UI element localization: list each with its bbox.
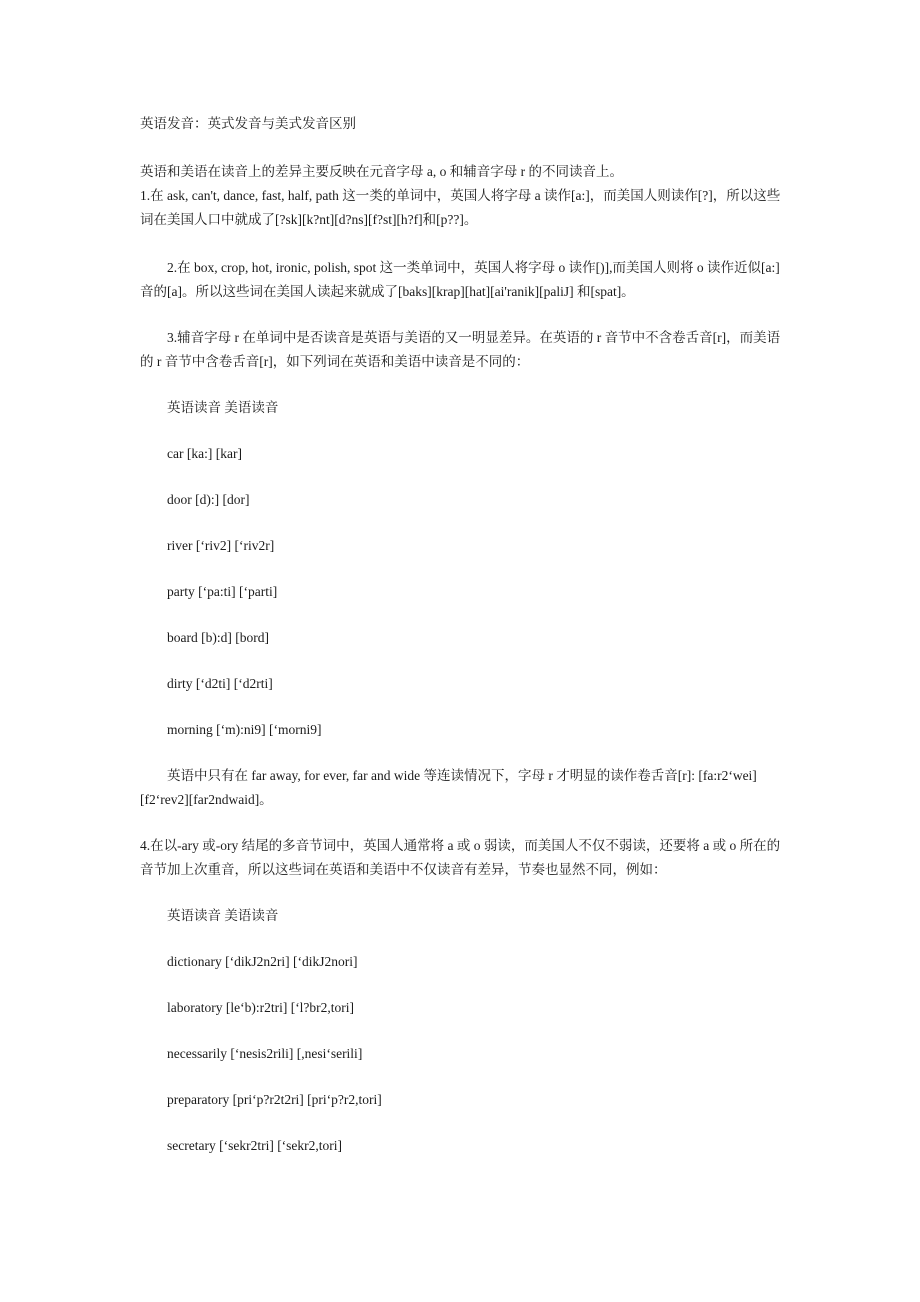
table-1-row: car [ka:] [kar]	[167, 446, 242, 461]
table-2-row: laboratory [le‘b):r2tri] [‘l?br2,tori]	[167, 1000, 355, 1015]
document-body	[140, 112, 788, 1180]
point-1-paragraph: 1.在 ask, can't, dance, fast, half, path 这一类的单词中，英国人将字母 a 读作[a:]，而美国人则读作[?]，所以这些词在美国人口中就成了[?sk][k?nt][d?ns][f?st][h?f]和[p??]。	[140, 188, 781, 227]
point-3-paragraph: 3.辅音字母 r 在单词中是否读音是英语与美语的又一明显差异。在英语的 r 音节中不含卷舌音[r]，而美语的 r 音节中含卷舌音[r]，如下列词在英语和美语中读音是不同的：	[140, 330, 781, 369]
table-2-row: preparatory [pri‘p?r2t2ri] [pri‘p?r2,tori]	[167, 1092, 382, 1107]
document-title: 英语发音：英式发音与美式发音区别	[140, 116, 356, 131]
table-1-row: board [b):d] [bord]	[167, 630, 269, 645]
point-2-paragraph: 2.在 box, crop, hot, ironic, polish, spot 这一类单词中，英国人将字母 o 读作[)],而美国人则将 o 读作近似[a:]音的[a]。所以这些词在美国人读起来就成了[baks][krap][hat][ai'ranik][paliJ] 和[spat]。	[140, 260, 780, 299]
table-1-row: door [d):] [dor]	[167, 492, 250, 507]
table-2-row: secretary [‘sekr2tri] [‘sekr2,tori]	[167, 1138, 343, 1153]
point-4-paragraph: 4.在以-ary 或-ory 结尾的多音节词中，英国人通常将 a 或 o 弱读，而美国人不仅不弱读，还要将 a 或 o 所在的音节加上次重音，所以这些词在英语和美语中不仅读音有差异，节奏也显然不同，例如：	[140, 838, 781, 877]
table-2-row: necessarily [‘nesis2rili] [,nesi‘serili]	[167, 1046, 363, 1061]
table-1-row: river [‘riv2] [‘riv2r]	[167, 538, 275, 553]
table-1-header: 英语读音 美语读音	[167, 400, 279, 415]
table-2-row: dictionary [‘dikJ2n2ri] [‘dikJ2nori]	[167, 954, 358, 969]
table-1-row: morning [‘m):ni9] [‘morni9]	[167, 722, 322, 737]
intro-paragraph: 英语和美语在读音上的差异主要反映在元音字母 a, o 和辅音字母 r 的不同读音上。	[140, 164, 623, 179]
r-linking-note: 英语中只有在 far away, for ever, far and wide 等连读情况下，字母 r 才明显的读作卷舌音[r]: [fa:r2‘wei][f2‘rev2][far2ndwaid]。	[140, 768, 757, 807]
table-2-header: 英语读音 美语读音	[167, 908, 279, 923]
table-1-row: dirty [‘d2ti] [‘d2rti]	[167, 676, 273, 691]
table-1-row: party [‘pa:ti] [‘parti]	[167, 584, 278, 599]
